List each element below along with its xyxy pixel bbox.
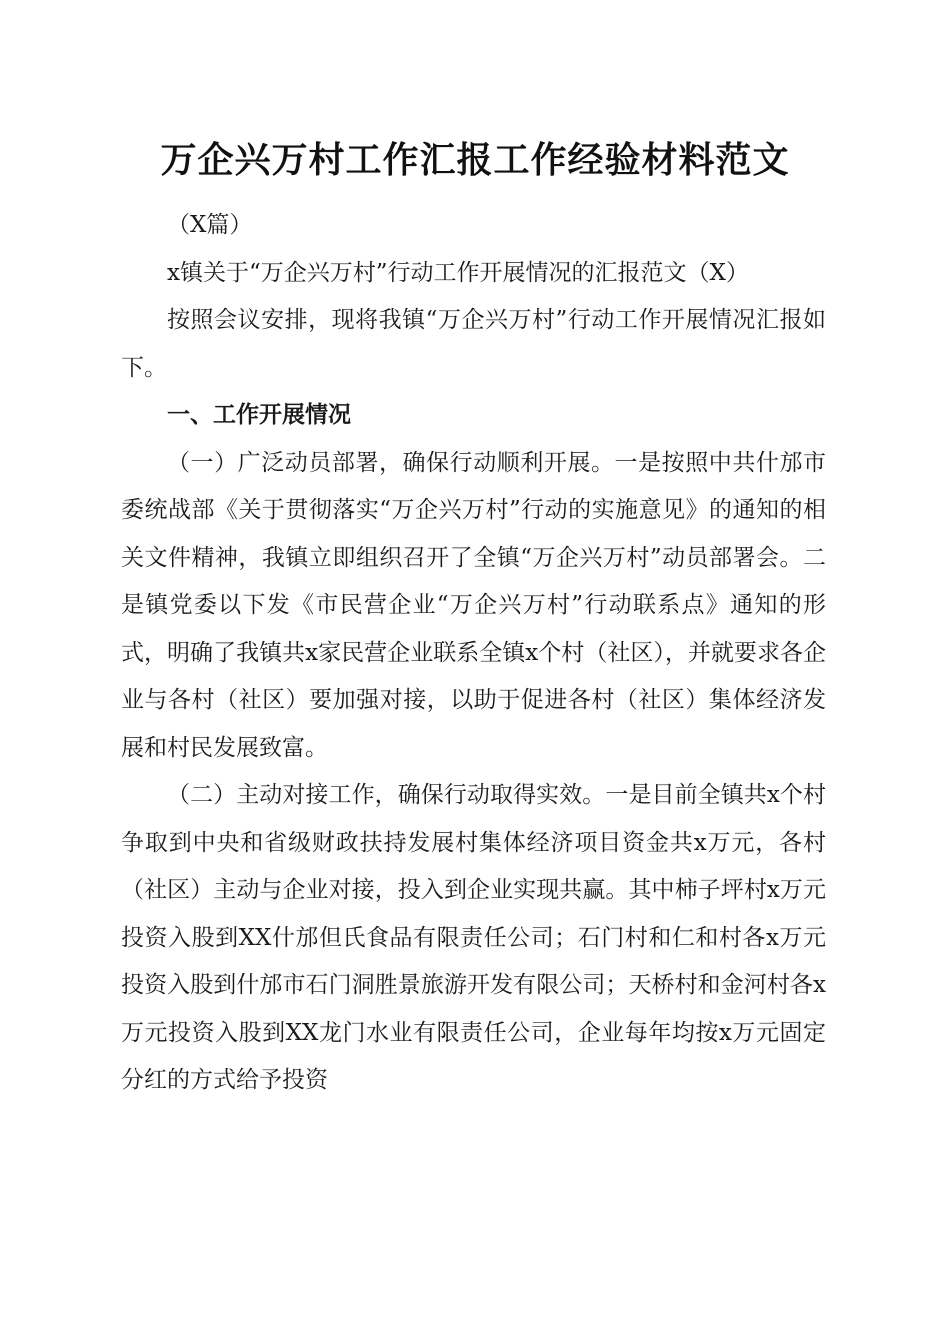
section-count-note: （X篇） [167,212,253,238]
body-paragraph: （二）主动对接工作，确保行动取得实效。一是目前全镇共x个村争取到中央和省级财政扶持发展村集体经济项目资金共x万元，各村（社区）主动与企业对接，投入到企业实现共赢。其中柿子坪村x万元投资入股到XX什邡但氏食品有限责任公司；石门村和仁和村各x万元投资入股到什邡市石门洞胜景旅游开发有限公司；天桥村和金河村各x万元投资入股到XX龙门水业有限责任公司，企业每年均按x万元固定分红的方式给予投资 [121,782,826,1093]
intro-paragraph: 按照会议安排，现将我镇“万企兴万村”行动工作开展情况汇报如下。 [121,307,826,381]
document-title: 万企兴万村工作汇报工作经验材料范文 [160,139,790,181]
body-paragraph: （一）广泛动员部署，确保行动顺利开展。一是按照中共什邡市委统战部《关于贯彻落实“万企兴万村”行动的实施意见》的通知的相关文件精神，我镇立即组织召开了全镇“万企兴万村”动员部署会。二是镇党委以下发《市民营企业“万企兴万村”行动联系点》通知的形式，明确了我镇共x家民营企业联系全镇x个村（社区），并就要求各企业与各村（社区）要加强对接，以助于促进各村（社区）集体经济发展和村民发展致富。 [121,449,826,761]
report-subtitle: x镇关于“万企兴万村”行动工作开展情况的汇报范文（X） [167,259,749,286]
document-body [121,202,826,1105]
section-heading: 一、工作开展情况 [167,402,351,428]
